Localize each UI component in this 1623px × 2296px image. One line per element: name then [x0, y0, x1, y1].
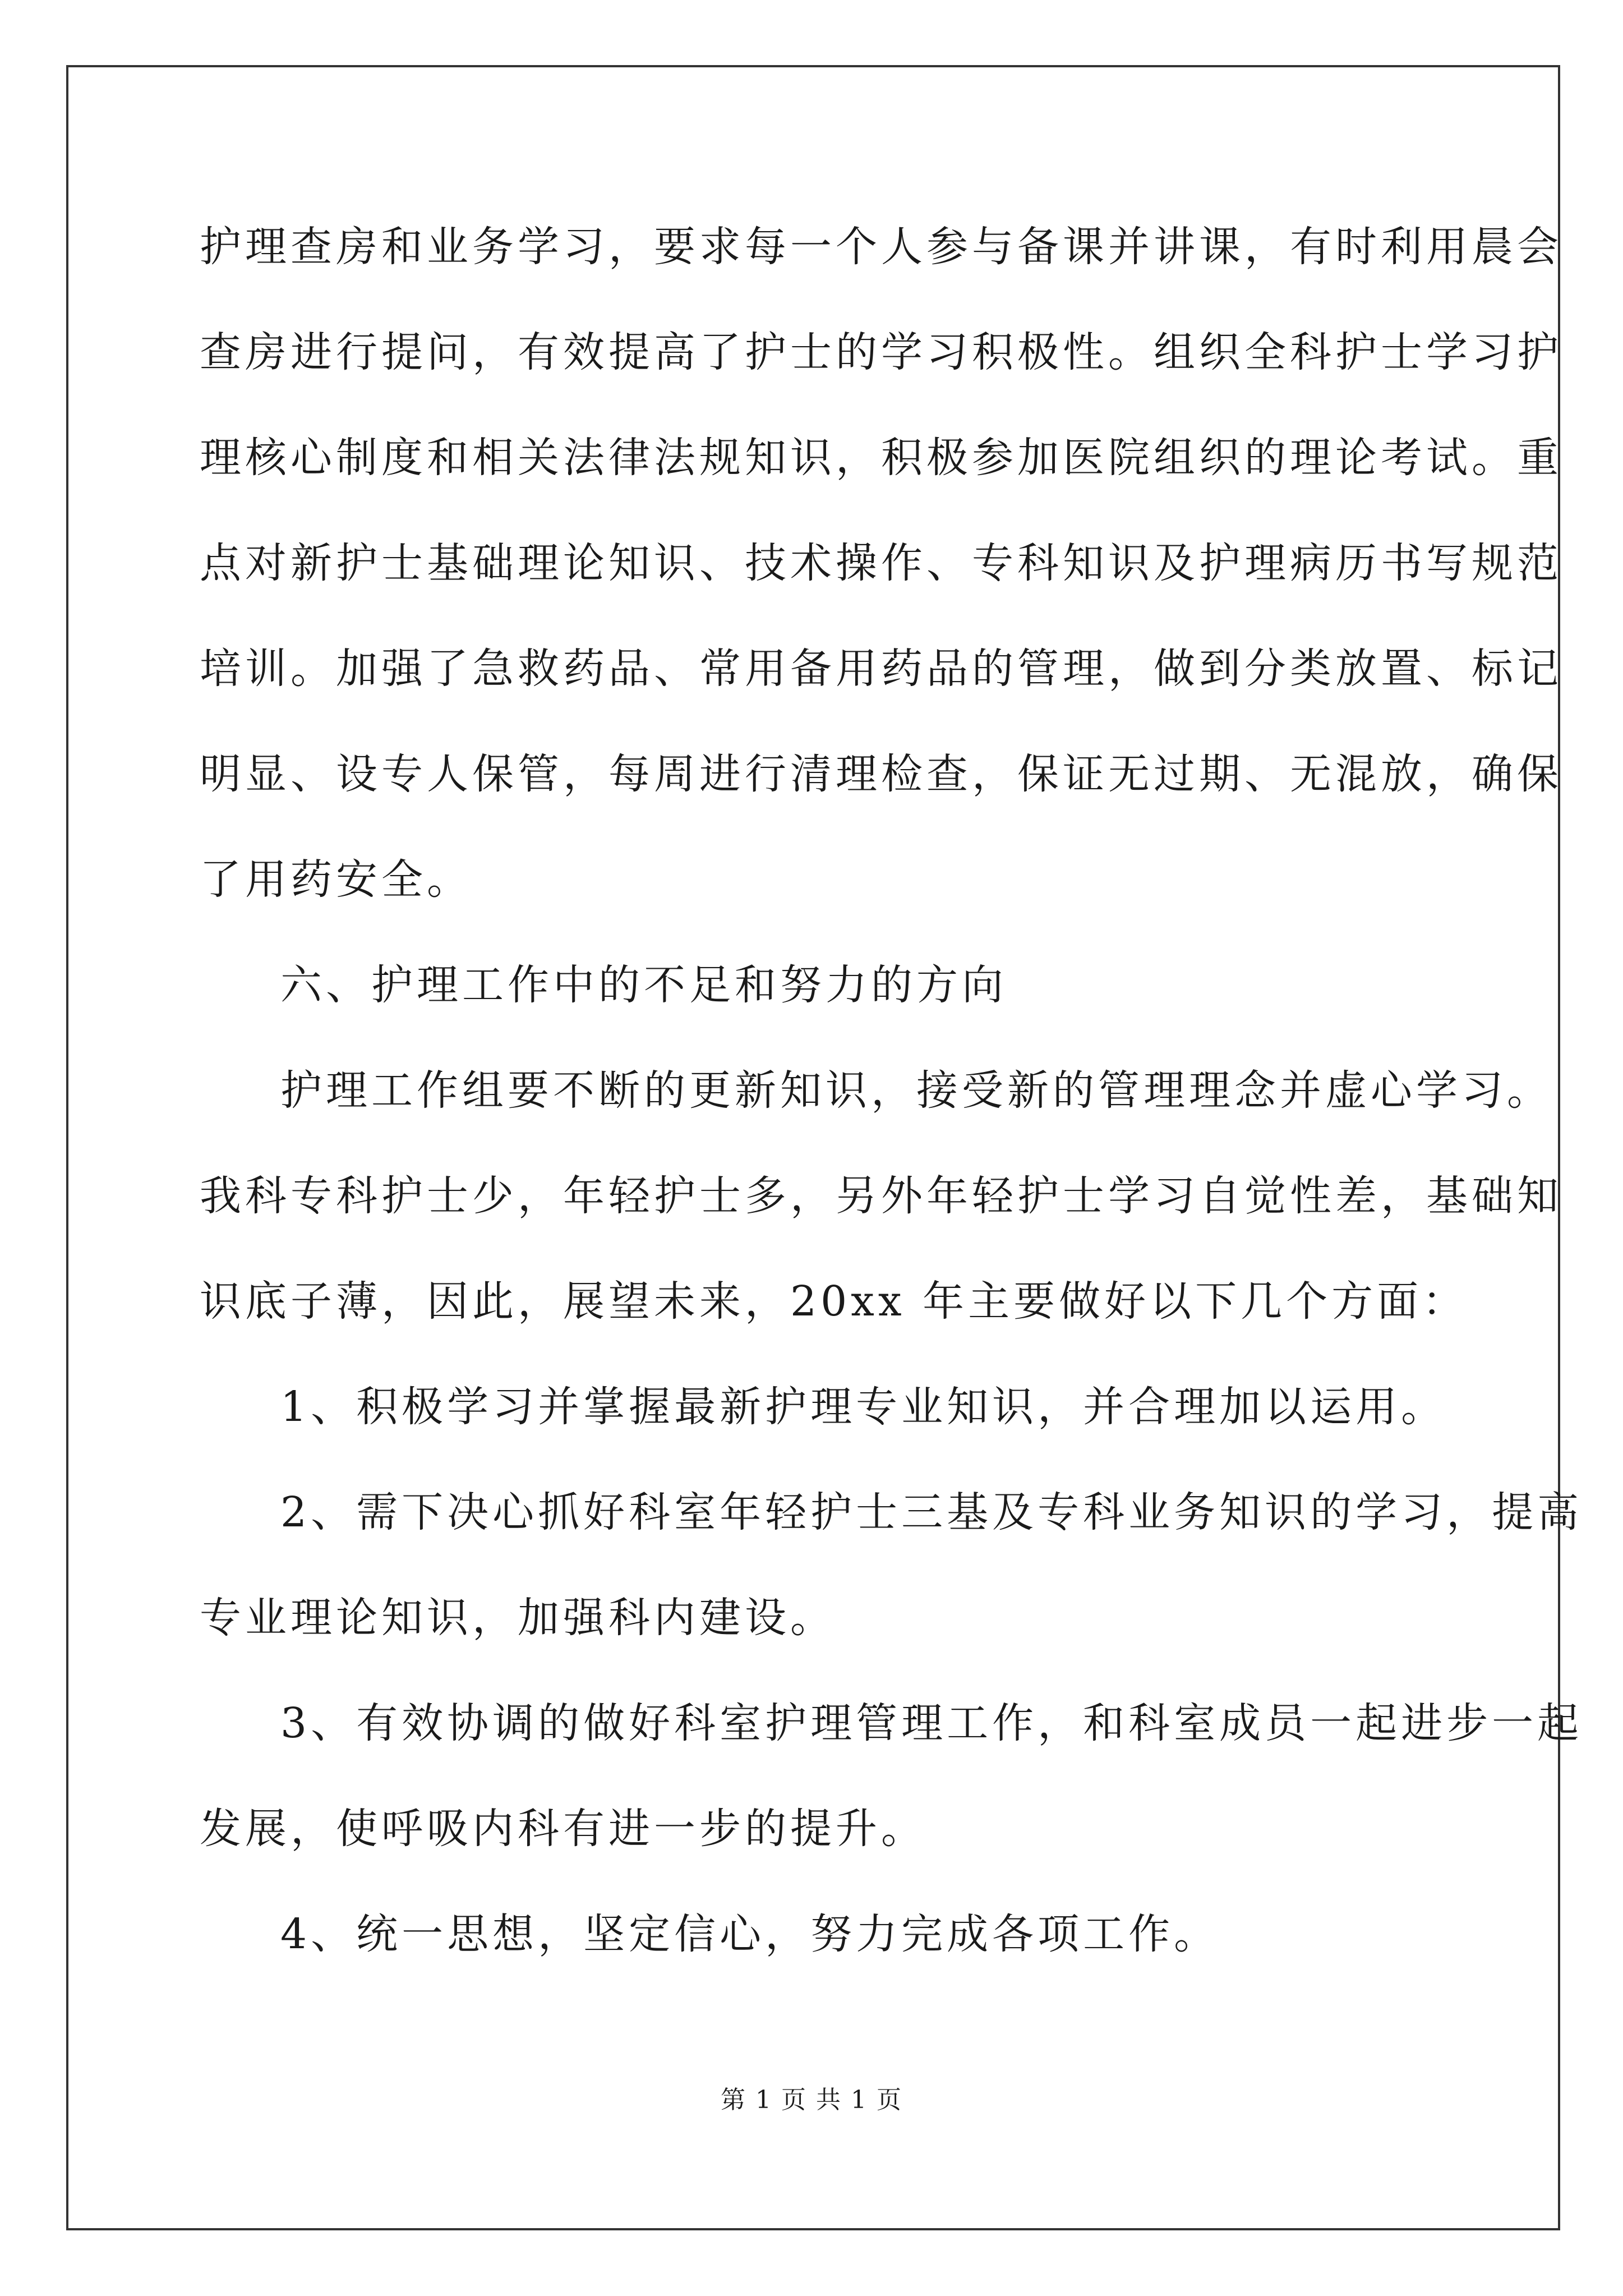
- text-line: 我科专科护士少，年轻护士多，另外年轻护士学习自觉性差，基础知: [200, 1172, 1562, 1220]
- list-item: 3、有效协调的做好科室护理管理工作，和科室成员一起进步一起: [280, 1699, 1583, 1747]
- text-line: 查房进行提问，有效提高了护士的学习积极性。组织全科护士学习护: [200, 328, 1562, 376]
- page-number: 第 1 页 共 1 页: [721, 2086, 902, 2114]
- text-line: 培训。加强了急救药品、常用备用药品的管理，做到分类放置、标记: [200, 645, 1562, 693]
- text-line: 明显、设专人保管，每周进行清理检查，保证无过期、无混放，确保: [200, 750, 1562, 798]
- text-line: 护理查房和业务学习，要求每一个人参与备课并讲课，有时利用晨会: [200, 223, 1562, 271]
- section-heading: 六、护理工作中的不足和努力的方向: [280, 961, 1007, 1009]
- text-line: 了用药安全。: [200, 855, 472, 904]
- text-line: 理核心制度和相关法律法规知识，积极参加医院组织的理论考试。重: [200, 434, 1562, 482]
- text-line: 发展，使呼吸内科有进一步的提升。: [200, 1805, 926, 1853]
- list-item: 2、需下决心抓好科室年轻护士三基及专科业务知识的学习，提高: [280, 1488, 1583, 1536]
- list-item: 4、统一思想，坚定信心，努力完成各项工作。: [280, 1910, 1220, 1958]
- text-line: 护理工作组要不断的更新知识，接受新的管理理念并虚心学习。: [280, 1066, 1552, 1115]
- text-line: 识底子薄，因此，展望未来，20xx 年主要做好以下几个方面：: [200, 1277, 1468, 1326]
- text-line: 专业理论知识，加强科内建设。: [200, 1594, 836, 1642]
- list-item: 1、积极学习并掌握最新护理专业知识，并合理加以运用。: [280, 1383, 1447, 1431]
- text-line: 点对新护士基础理论知识、技术操作、专科知识及护理病历书写规范: [200, 539, 1562, 587]
- page-border: [66, 65, 1560, 2230]
